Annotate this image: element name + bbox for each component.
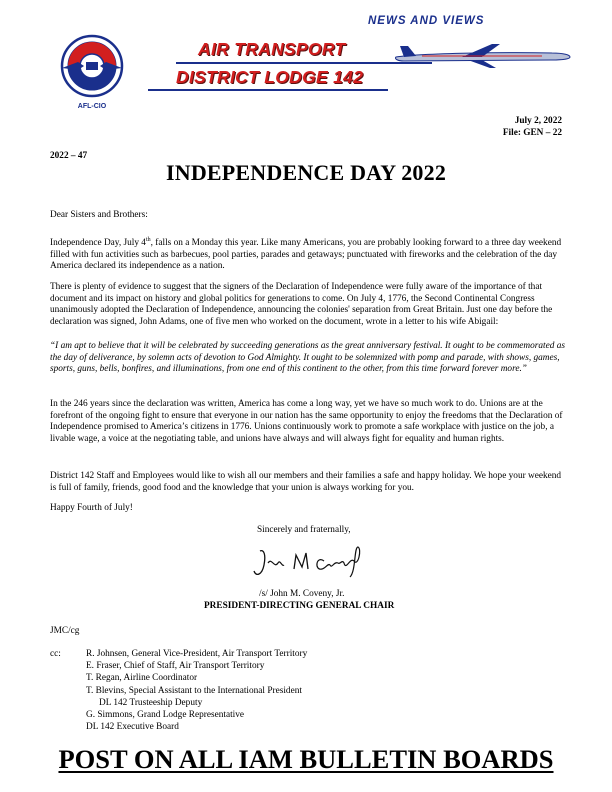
paragraph-1-prefix: Independence Day, July 4 <box>50 238 146 249</box>
letterhead-line2: DISTRICT LODGE 142 <box>176 67 364 87</box>
cc-recipient: R. Johnsen, General Vice-President, Air Transport Territory <box>86 649 308 659</box>
paragraph-5: Happy Fourth of July! <box>50 503 133 513</box>
posting-notice: POST ON ALL IAM BULLETIN BOARDS <box>58 744 554 774</box>
cc-recipient: T. Blevins, Special Assistant to the International President <box>86 686 302 696</box>
cc-recipient: T. Regan, Airline Coordinator <box>86 673 198 683</box>
paragraph-3: In the 246 years since the declaration was written, America has come a long way, yet we have so much work to do. Unions are at the forefront of the ongoing fight to ensure that everyone in our nation has the same opportunity to enjoy the freedoms that the Declaration of Independence promised to America’s citizens in 1776. Unions continuously work to promote a safe workplace with justice on the job, a livable wage, a voice at the negotiating table, and unions have always and will always fight for equality and human rights. <box>50 399 563 444</box>
cc-recipient: E. Fraser, Chief of Staff, Air Transport Territory <box>86 661 265 671</box>
letter-date: July 2, 2022 <box>514 116 562 126</box>
paragraph-4: District 142 Staff and Employees would like to wish all our members and their families a safe and happy holiday. We hope your weekend is full of family, friends, good food and the knowledge that your union is always working for you. <box>50 471 562 493</box>
handwritten-signature <box>250 541 374 583</box>
header-rule-bottom <box>148 89 388 91</box>
bulletin-number: 2022 – 47 <box>50 151 88 161</box>
paragraph-1 <box>50 235 566 273</box>
paragraph-2: There is plenty of evidence to suggest that the signers of the Declaration of Independence were fully aware of the importance of that document and its impact on history and global politics for generations to come. On July 4, 1776, the Second Continental Congress unanimously adopted the Declaration of Independence, announcing the colonies' separation from Great Britain. Just one day before the declaration was signed, John Adams, one of five men who worked on the document, wrote in a letter to his wife Abigail: <box>50 282 553 327</box>
jet-airliner-icon <box>392 40 574 70</box>
cc-recipient: G. Simmons, Grand Lodge Representative <box>86 710 245 720</box>
ordinal-suffix: th <box>145 237 151 243</box>
letterhead-line1: AIR TRANSPORT <box>198 39 346 59</box>
typist-initials: JMC/cg <box>50 626 80 636</box>
cc-label: cc: <box>50 649 61 659</box>
closing: Sincerely and fraternally, <box>257 525 351 535</box>
file-reference: File: GEN – 22 <box>502 128 562 138</box>
signer-name: /s/ John M. Coveny, Jr. <box>259 589 345 599</box>
iam-union-logo-icon <box>58 32 142 116</box>
page-title: INDEPENDENCE DAY 2022 <box>165 160 447 185</box>
news-and-views-label: NEWS AND VIEWS <box>368 15 485 27</box>
salutation: Dear Sisters and Brothers: <box>50 210 148 220</box>
logo-caption: AFL-CIO <box>77 103 107 110</box>
adams-quote: “I am apt to believe that it will be celebrated by succeeding generations as the great anniversary festival. It ought to be commemorated as the day of deliverance, by solemn acts of devotion to God Almighty. It ought to be solemnized with pomp and parade, with shows, games, sports, guns, bells, bonfires, and illuminations, from one end of this continent to the other, from this time forward forever more.” <box>50 341 566 375</box>
cc-recipient: DL 142 Trusteeship Deputy <box>99 698 203 708</box>
paragraph-1-rest: , falls on a Monday this year. Like many Americans, you are probably looking forward to a three day weekend filled with fun activities such as barbecues, pool parties, parades and getaways; punctuated with fireworks and the celebration of the day America declared its independence as a nation. <box>50 238 562 272</box>
cc-recipient: DL 142 Executive Board <box>86 722 179 732</box>
signer-title: PRESIDENT-DIRECTING GENERAL CHAIR <box>204 601 395 611</box>
